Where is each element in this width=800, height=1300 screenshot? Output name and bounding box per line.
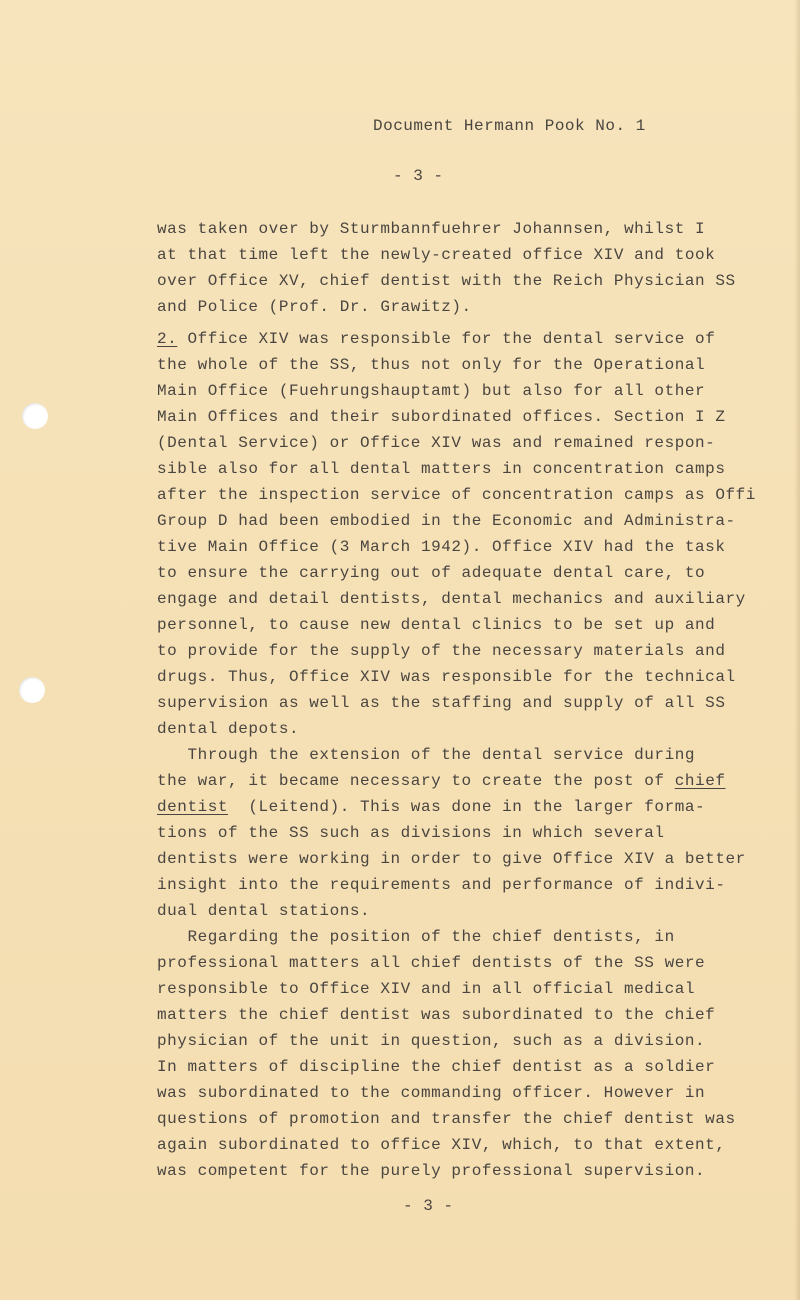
text-line: and Police (Prof. Dr. Grawitz). [157, 298, 472, 316]
text-fragment: (Leitend). This was done in the larger forma- [228, 798, 706, 816]
text-line: (Dental Service) or Office XIV was and remained respon- [157, 434, 716, 452]
text-line: was subordinated to the commanding officer. However in [157, 1084, 706, 1102]
text-line: matters the chief dentist was subordinated to the chief [157, 1006, 716, 1024]
text-line: Main Offices and their subordinated offices. Section I Z [157, 408, 726, 426]
text-line: dental depots. [157, 720, 300, 738]
page-number-top: - 3 - [393, 167, 444, 185]
document-id: Document Hermann Pook No. 1 [373, 117, 646, 135]
text-line: questions of promotion and transfer the chief dentist was [157, 1110, 736, 1128]
text-line: Main Office (Fuehrungshauptamt) but also for all other [157, 382, 706, 400]
text-line: was taken over by Sturmbannfuehrer Johannsen, whilst I [157, 220, 706, 238]
text-line: dual dental stations. [157, 902, 371, 920]
text-line: at that time left the newly-created office XIV and took [157, 246, 716, 264]
paragraph-number: 2. [157, 330, 178, 348]
text-line: over Office XV, chief dentist with the Reich Physician SS [157, 272, 736, 290]
underlined-term: dentist [157, 798, 229, 816]
text-line: to ensure the carrying out of adequate dental care, to [157, 564, 706, 582]
text-fragment: the war, it became necessary to create the post of [157, 772, 675, 790]
text-fragment: Office XIV was responsible for the dental service of [177, 330, 716, 348]
text-line: to provide for the supply of the necessary materials and [157, 642, 726, 660]
text-line: tions of the SS such as divisions in which several [157, 824, 665, 842]
text-line: Group D had been embodied in the Economic and Administra- [157, 512, 736, 530]
text-line: after the inspection service of concentration camps as Offi [157, 486, 756, 504]
text-line: engage and detail dentists, dental mechanics and auxiliary [157, 590, 746, 608]
text-line: Through the extension of the dental service during [157, 746, 696, 764]
text-line: dentists were working in order to give Office XIV a better [157, 850, 746, 868]
text-line: again subordinated to office XIV, which, to that extent, [157, 1136, 726, 1154]
text-line [157, 794, 777, 820]
punch-hole [19, 677, 45, 703]
text-line: supervision as well as the staffing and supply of all SS [157, 694, 726, 712]
text-line: personnel, to cause new dental clinics to be set up and [157, 616, 716, 634]
text-line: responsible to Office XIV and in all official medical [157, 980, 696, 998]
text-line: the whole of the SS, thus not only for the Operational [157, 356, 706, 374]
punch-hole [22, 403, 48, 429]
text-line: drugs. Thus, Office XIV was responsible for the technical [157, 668, 736, 686]
page-number-bottom: - 3 - [403, 1197, 454, 1215]
text-line [157, 768, 777, 794]
text-line: sible also for all dental matters in concentration camps [157, 460, 726, 478]
text-line: In matters of discipline the chief dentist as a soldier [157, 1058, 716, 1076]
body-text [157, 216, 777, 1184]
text-line: was competent for the purely professional supervision. [157, 1162, 706, 1180]
page-edge-shadow [794, 0, 800, 1300]
text-line: Regarding the position of the chief dentists, in [157, 928, 675, 946]
text-line [157, 326, 777, 352]
text-line: professional matters all chief dentists of the SS were [157, 954, 706, 972]
text-line: physician of the unit in question, such as a division. [157, 1032, 706, 1050]
underlined-term: chief [674, 772, 726, 790]
text-line: insight into the requirements and performance of indivi- [157, 876, 726, 894]
text-line: tive Main Office (3 March 1942). Office XIV had the task [157, 538, 726, 556]
